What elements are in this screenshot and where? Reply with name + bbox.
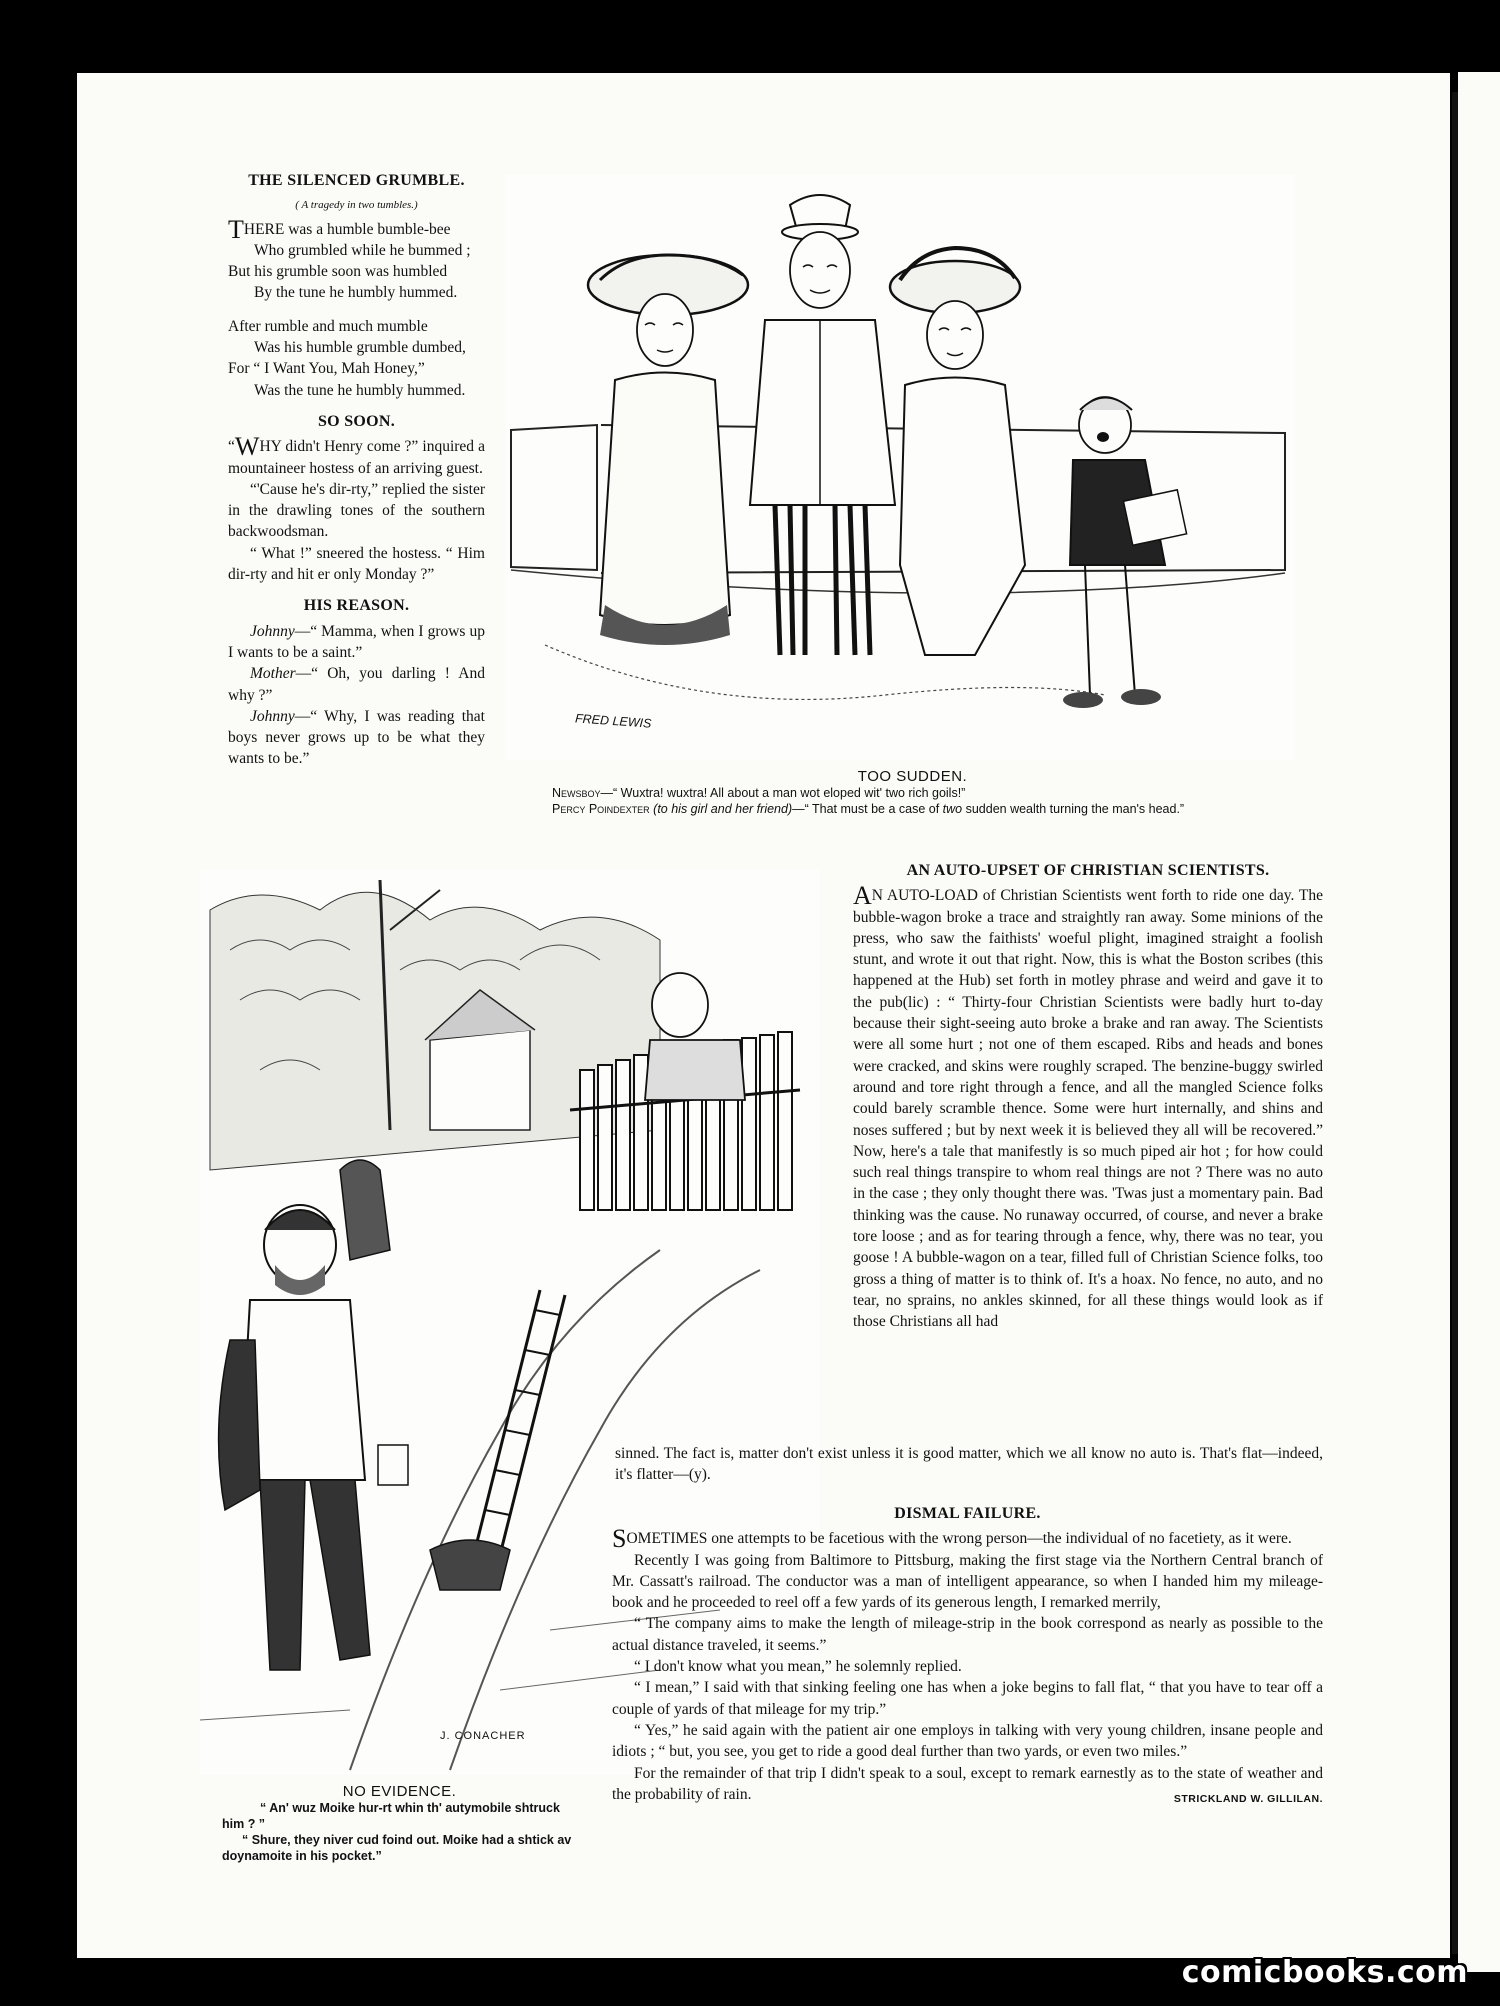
dismal-failure-paragraph: “ Yes,” he said again with the patient air one employs in talking with very young children, insane people and idiots ; “ but, you see, you get to ride a good deal further than two yards, or even two miles.”: [612, 1721, 1323, 1761]
verse-line: Was his humble grumble dumbed,: [254, 339, 466, 357]
so-soon-paragraph: “ What !” sneered the hostess. “ Him dir-rty and hit er only Monday ?”: [228, 544, 485, 584]
auto-upset-body: AN AUTO-LOAD of Christian Scientists went forth to ride one day. The bubble-wagon broke a trace and straightly ran away. Some minions of the press, who saw the faithists' woeful plight, imagined straight a foolish stunt, and wrote it out that right. Now, this is what the Boston scribes (this happened at the Hub) set forth in motley phrase and weird and gave it to the pub(lic) : “ Thirty-four Christian Scientists were badly hurt to-day because their sight-seeing auto broke a brake and ran away. The Scientists were all some hurt ; not one of them escaped. Ribs and heads and bones were cracked, and skins were roughly scraped. The benzine-buggy swirled around and tore right through a fence, and all the mangled Science folks could barely scramble thence. Some were hurt internally, and shins and noses suffered ; but by next week it is believed they all will be recovered.” Now, here's a tale that manifestly is so much piped air hot ; for how could such real things transpire to whom real things are not ? There was no auto in the case ; they only thought there was. 'Twas just a momentary pain. Bad thinking was the cause. No runaway occurred, of course, and never a brake tore loose ; and as for tearing through a fence, why, there was no tear, you goose ! A bubble-wagon on a tear, filled full of Christian Science folks, too gross a thing of matter is to think of. It's a hoax. No fence, no auto, and no tear, no sprains, no ankles skinned, for all these things would look as if those Christians all had: [853, 881, 1323, 1331]
verse-line: HERE was a humble bumble-bee: [243, 220, 451, 238]
his-reason-article: [228, 595, 485, 769]
too-sudden-signature: FRED LEWIS: [574, 711, 652, 731]
drop-cap: A: [853, 881, 872, 911]
silenced-grumble-subtitle: ( A tragedy in two tumbles.): [295, 199, 418, 212]
drop-cap: S: [612, 1524, 627, 1554]
verse-line: For “ I Want You, Mah Honey,”: [228, 360, 425, 378]
no-evidence-title: NO EVIDENCE.: [342, 1783, 457, 1800]
verse-line: But his grumble soon was humbled: [228, 263, 448, 281]
dialogue-line: Johnny—“ Mamma, when I grows up I wants to be a saint.”: [228, 622, 485, 661]
so-soon-paragraph: “WHY didn't Henry come ?” inquired a mountaineer hostess of an arriving guest.: [228, 432, 485, 477]
dialogue-line: Mother—“ Oh, you darling ! And why ?”: [228, 665, 485, 704]
too-sudden-line-1: Newsboy—“ Wuxtra! wuxtra! All about a man wot eloped wit' two rich goils!”: [552, 786, 966, 800]
author-byline: STRICKLAND W. GILLILAN.: [1173, 1792, 1323, 1805]
dismal-failure-paragraph: SOMETIMES one attempts to be facetious with the wrong person—the individual of no facetiety, as it were.: [612, 1524, 1292, 1554]
site-watermark: comicbooks.com: [1181, 1955, 1468, 1990]
verse-line: By the tune he humbly hummed.: [254, 284, 458, 302]
too-sudden-caption: [520, 768, 1305, 817]
dismal-failure-paragraph: “ I don't know what you mean,” he solemnly replied.: [634, 1658, 962, 1676]
too-sudden-drawing: [505, 175, 1295, 760]
dismal-failure-paragraph: “ The company aims to make the length of mileage-strip in the book correspond as nearly as possible to the actual distance traveled, it seems.”: [612, 1615, 1323, 1654]
dialogue-line: Johnny—“ Why, I was reading that boys never grows up to be what they wants to be.”: [228, 707, 485, 768]
dismal-failure-article: [612, 1503, 1323, 1810]
so-soon-title: SO SOON.: [317, 412, 396, 430]
so-soon-paragraph: “'Cause he's dir-rty,” replied the sister in the drawling tones of the southern backwoodsman.: [228, 480, 485, 541]
too-sudden-line-2: Percy Poindexter (to his girl and her friend)—“ That must be a case of two sudden wealth turning the man's head.”: [552, 802, 1185, 816]
so-soon-article: [228, 411, 485, 585]
silenced-grumble-title: THE SILENCED GRUMBLE.: [248, 172, 465, 189]
dismal-failure-paragraph: Recently I was going from Baltimore to Pittsburg, making the first stage via the Northern Central branch of Mr. Cassatt's railroad. The conductor was a man of intelligent appearance, so when I handed him my mileage-book and he proceeded to reel off a few yards of its generous length, I remarked merrily,: [612, 1551, 1323, 1612]
too-sudden-illustration: [505, 175, 1295, 760]
no-evidence-signature: J. CONACHER: [440, 1730, 526, 1742]
verse-line: After rumble and much mumble: [228, 317, 428, 335]
poem-stanza-1: [228, 214, 485, 304]
dismal-failure-title: DISMAL FAILURE.: [894, 1505, 1041, 1522]
dismal-failure-paragraph: For the remainder of that trip I didn't speak to a soul, except to remark earnestly as to the state of weather and the probability of rain. STRICKLAND W. GILLILAN.: [612, 1763, 1323, 1806]
next-page-edge: [1458, 72, 1500, 1972]
his-reason-title: HIS REASON.: [303, 597, 410, 615]
poem-stanza-2: [228, 316, 485, 401]
no-evidence-line-2: “ Shure, they niver cud foind out. Moike had a shtick av doynamoite in his pocket.”: [222, 1833, 572, 1863]
auto-upset-title: AN AUTO-UPSET OF CHRISTIAN SCIENTISTS.: [906, 862, 1270, 879]
auto-upset-article: [853, 860, 1323, 1333]
auto-upset-ending: [615, 1443, 1323, 1486]
too-sudden-title: TOO SUDDEN.: [857, 768, 968, 785]
verse-line: Who grumbled while he bummed ;: [254, 241, 471, 259]
dismal-failure-paragraph: “ I mean,” I said with that sinking feeling one has when a joke begins to fall flat, “ that you have to tear off a couple of yards of that mileage for my trip.”: [612, 1679, 1323, 1718]
no-evidence-caption: [222, 1783, 577, 1864]
auto-upset-body-end: sinned. The fact is, matter don't exist unless it is good matter, which we all know no auto is. That's flat—indeed, it's flatter—(y).: [615, 1445, 1323, 1484]
silenced-grumble-article: [228, 170, 485, 401]
drop-cap: W: [234, 432, 260, 462]
verse-line: Was the tune he humbly hummed.: [254, 381, 466, 399]
no-evidence-line-1: “ An' wuz Moike hur-rt whin th' autymobile shtruck him ? ”: [222, 1801, 560, 1831]
drop-cap: T: [228, 214, 244, 244]
left-column: [228, 170, 485, 770]
